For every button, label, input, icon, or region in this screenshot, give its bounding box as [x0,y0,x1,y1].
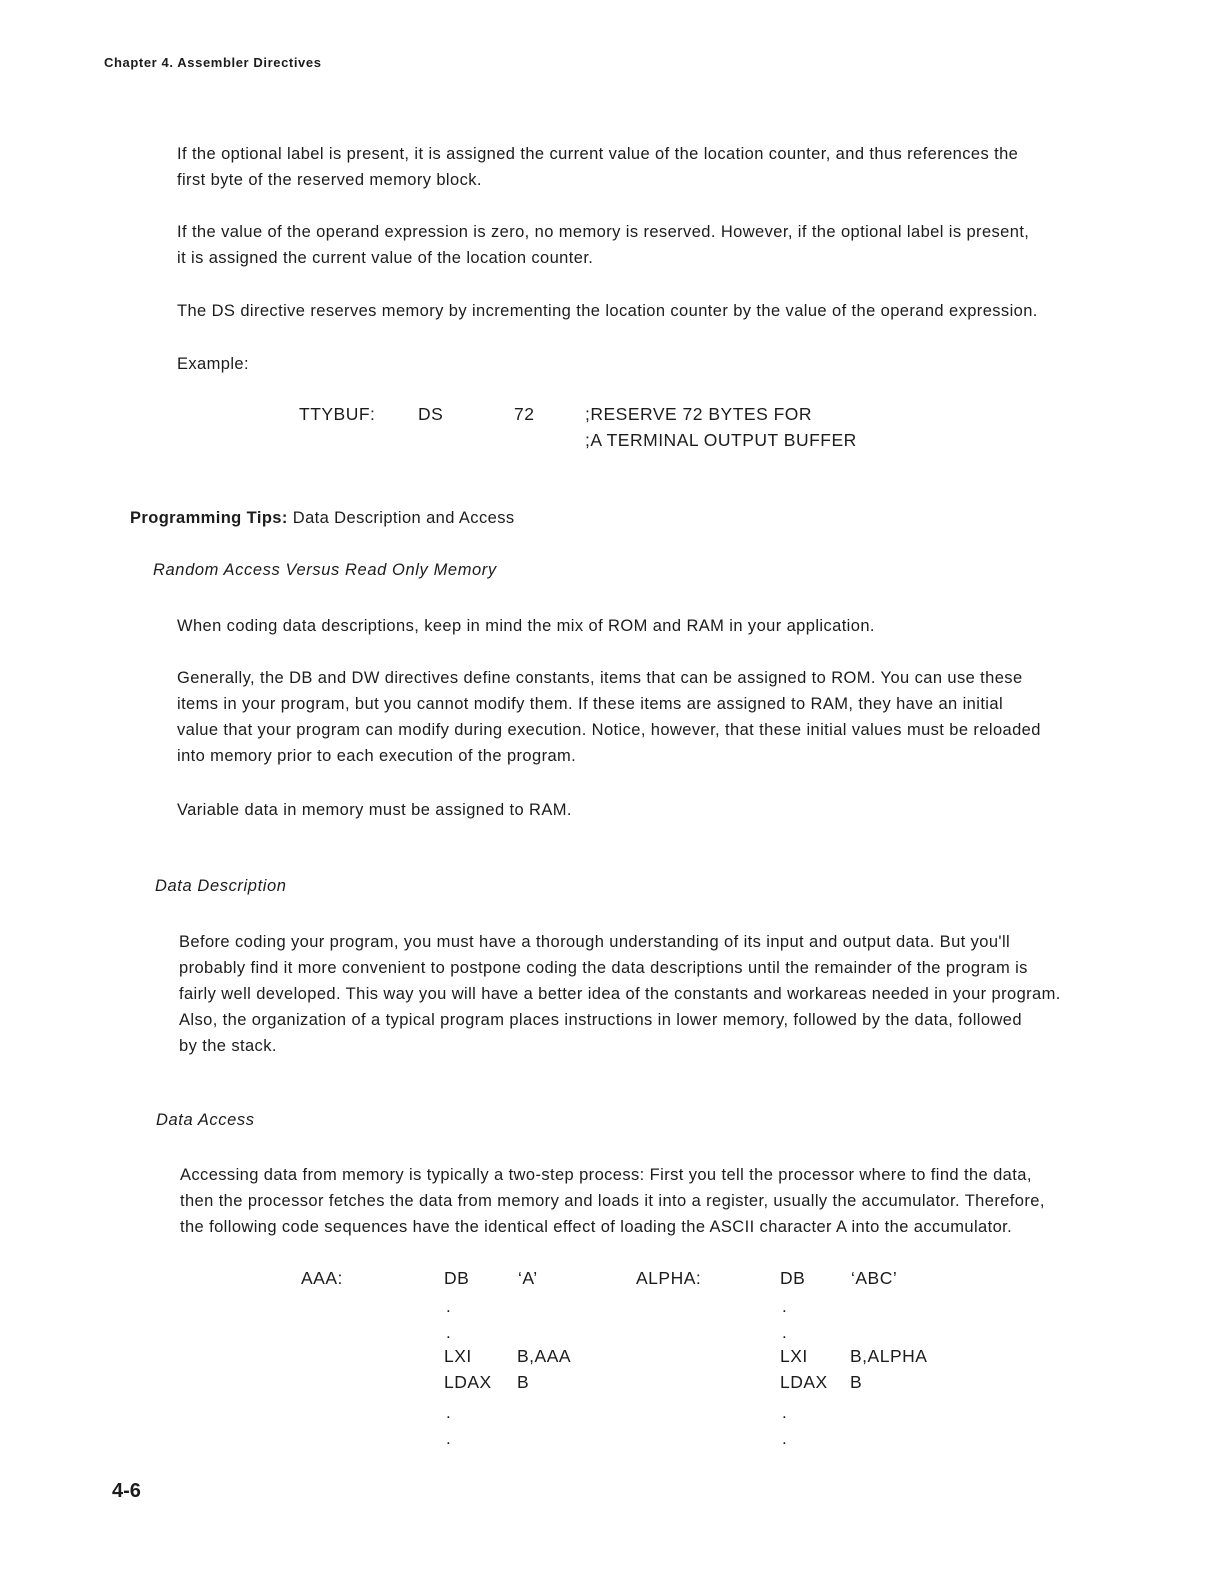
code-opcode: DB [444,1268,470,1288]
ellipsis-dot: . [446,1429,451,1448]
code-opcode: LXI [780,1346,808,1366]
ram-rom-paragraph-1 [177,613,1142,639]
subheading-data-access: Data Access [156,1111,255,1129]
ellipsis-dot: . [446,1297,451,1316]
subheading-ram-rom: Random Access Versus Read Only Memory [153,561,497,579]
data-description-paragraph [179,929,1144,1059]
ellipsis-dot: . [782,1323,787,1342]
section-heading-title: Data Description and Access [292,509,515,527]
code-operand: 72 [514,404,535,424]
chapter-header: Chapter 4. Assembler Directives [104,55,322,70]
code-opcode: LXI [444,1346,472,1366]
code-operand: B,ALPHA [850,1346,928,1366]
code-opcode: DS [418,404,444,424]
text-line: value that your program can modify during execution. Notice, however, that these initial values must be reloaded [177,721,1041,739]
text-line: If the value of the operand expression is zero, no memory is reserved. However, if the optional label is present, [177,223,1030,241]
code-comment: ;A TERMINAL OUTPUT BUFFER [585,430,857,450]
ellipsis-dot: . [782,1297,787,1316]
text-line: fairly well developed. This way you will have a better idea of the constants and workareas needed in your program. [179,985,1061,1003]
text-line: If the optional label is present, it is assigned the current value of the location counter, and thus references the [177,145,1019,163]
text-line: into memory prior to each execution of the program. [177,747,577,765]
ram-rom-paragraph-2 [177,665,1142,769]
text-line: Variable data in memory must be assigned to RAM. [177,801,572,819]
text-line: items in your program, but you cannot modify them. If these items are assigned to RAM, they have an initial [177,695,1004,713]
code-operand: ‘A’ [518,1268,538,1288]
ds-paragraph-3 [177,298,1142,324]
ellipsis-dot: . [446,1323,451,1342]
text-line: The DS directive reserves memory by incrementing the location counter by the value of the operand expression. [177,302,1038,320]
text-line: Generally, the DB and DW directives define constants, items that can be assigned to ROM. You can use these [177,669,1023,687]
text-line: it is assigned the current value of the location counter. [177,249,594,267]
code-operand: B [517,1372,530,1392]
code-label: ALPHA: [636,1268,702,1288]
code-operand: B [850,1372,863,1392]
code-opcode: LDAX [780,1372,828,1392]
page-number: 4-6 [112,1480,141,1502]
code-operand: B,AAA [517,1346,572,1366]
section-heading-lead: Programming Tips: [130,509,288,527]
code-opcode: DB [780,1268,806,1288]
code-opcode: LDAX [444,1372,492,1392]
code-label: AAA: [301,1268,343,1288]
ellipsis-dot: . [782,1403,787,1422]
text-line: When coding data descriptions, keep in mind the mix of ROM and RAM in your application. [177,617,875,635]
code-label: TTYBUF: [299,404,376,424]
text-line: the following code sequences have the identical effect of loading the ASCII character A into the accumulator. [180,1218,1013,1236]
text-line: by the stack. [179,1037,277,1055]
ellipsis-dot: . [782,1429,787,1448]
text-line: then the processor fetches the data from memory and loads it into a register, usually the accumulator. Therefore, [180,1192,1045,1210]
ds-paragraph-2 [177,219,1142,271]
text-line: Before coding your program, you must have a thorough understanding of its input and output data. But you'll [179,933,1011,951]
example-label: Example: [177,355,249,373]
ellipsis-dot: . [446,1403,451,1422]
text-line: Accessing data from memory is typically a two-step process: First you tell the processor where to find the data, [180,1166,1032,1184]
text-line: probably find it more convenient to postpone coding the data descriptions until the remainder of the program is [179,959,1028,977]
code-operand: ‘ABC’ [851,1268,898,1288]
text-line: first byte of the reserved memory block. [177,171,482,189]
ds-paragraph-1 [177,141,1142,193]
code-comment: ;RESERVE 72 BYTES FOR [585,404,813,424]
data-access-paragraph [180,1162,1145,1240]
subheading-data-description: Data Description [155,877,287,895]
section-heading [130,509,515,528]
text-line: Also, the organization of a typical program places instructions in lower memory, followed by the data, followed [179,1011,1022,1029]
ram-rom-paragraph-3 [177,797,1142,823]
